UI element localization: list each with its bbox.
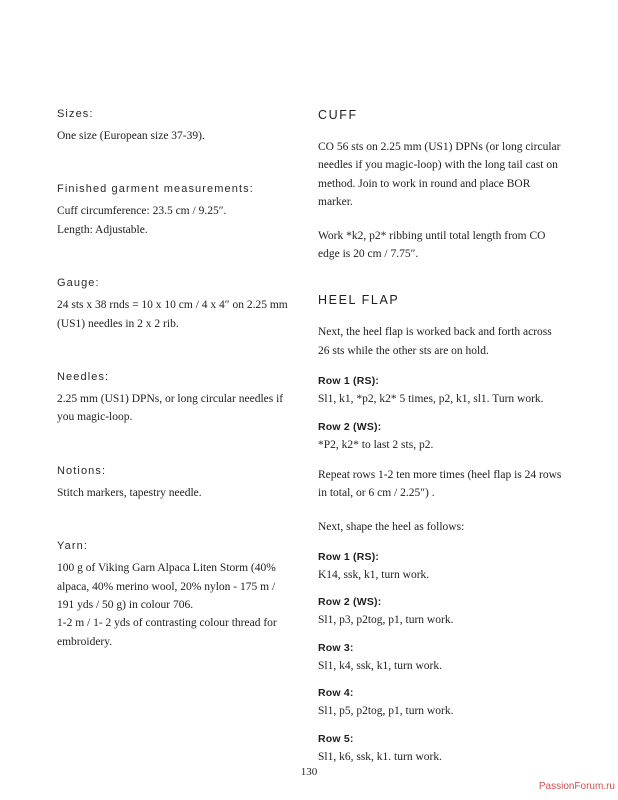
row-label: Row 1 (RS): <box>318 551 380 564</box>
section-paragraph: 2.25 mm (US1) DPNs, or long circular needles if you magic-loop. <box>57 392 284 424</box>
row-instruction: Sl1, k1, *p2, k2* 5 times, p2, k1, sl1. Turn work. <box>318 393 544 406</box>
section-heading: Sizes: <box>57 108 94 120</box>
row-label: Row 3: <box>318 641 354 654</box>
row-instruction: Sl1, p5, p2tog, p1, turn work. <box>318 705 454 718</box>
left-column <box>57 108 289 778</box>
section-heel-flap <box>318 293 566 766</box>
section-heading: Notions: <box>57 464 107 477</box>
section-heading: Gauge: <box>57 277 100 290</box>
instruction-paragraph: Work *k2, p2* ribbing until total length from CO edge is 20 cm / 7.75″. <box>318 229 546 260</box>
section-paragraph: 24 sts x 38 rnds = 10 x 10 cm / 4 x 4″ on 2.25 mm (US1) needles in 2 x 2 rib. <box>57 299 288 330</box>
row-label: Row 1 (RS): <box>318 375 380 388</box>
row-label: Row 4: <box>318 687 354 700</box>
section-paragraph: Length: Adjustable. <box>57 223 148 236</box>
section-sizes <box>57 108 289 145</box>
section-paragraph: One size (European size 37-39). <box>57 130 205 142</box>
section-paragraph: 100 g of Viking Garn Alpaca Liten Storm (40% alpaca, 40% merino wool, 20% nylon - 175 m / 191 yds / 50 g) in colour 706. <box>57 562 276 611</box>
row-label: Row 2 (WS): <box>318 596 382 609</box>
pattern-row <box>318 596 566 629</box>
section-notions <box>57 465 289 502</box>
section-paragraph: Cuff circumference: 23.5 cm / 9.25″. <box>57 205 227 218</box>
section-yarn <box>57 540 289 651</box>
section-heading: CUFF <box>318 108 358 122</box>
row-instruction: Sl1, k4, ssk, k1, turn work. <box>318 659 442 672</box>
pattern-row <box>318 733 566 766</box>
instruction-paragraph: CO 56 sts on 2.25 mm (US1) DPNs (or long circular needles if you magic-loop) with the long tail cast on method. Join to work in round and place BOR marker. <box>318 141 561 209</box>
section-cuff <box>318 108 566 263</box>
instruction-paragraph: Repeat rows 1-2 ten more times (heel flap is 24 rows in total, or 6 cm / 2.25″) . <box>318 468 562 500</box>
instruction-paragraph: Next, the heel flap is worked back and forth across 26 sts while the other sts are on hold. <box>318 326 552 357</box>
page-content <box>57 108 576 778</box>
page-number: 130 <box>300 766 318 778</box>
pattern-row <box>318 421 566 454</box>
row-instruction: Sl1, k6, ssk, k1. turn work. <box>318 750 442 763</box>
watermark: PassionForum.ru <box>538 781 615 792</box>
pattern-row <box>318 375 566 408</box>
section-finished-measurements <box>57 183 289 239</box>
right-column <box>318 108 566 778</box>
section-heading: Finished garment measurements: <box>57 183 254 196</box>
instruction-paragraph: Next, shape the heel as follows: <box>318 520 465 533</box>
row-label: Row 5: <box>318 732 354 745</box>
section-paragraph: 1-2 m / 1- 2 yds of contrasting colour thread for embroidery. <box>57 617 277 648</box>
row-instruction: Sl1, p3, p2tog, p1, turn work. <box>318 614 454 627</box>
row-label: Row 2 (WS): <box>318 420 382 433</box>
pattern-row <box>318 551 566 584</box>
row-instruction: *P2, k2* to last 2 sts, p2. <box>318 438 434 451</box>
section-needles <box>57 371 289 427</box>
section-heading: Needles: <box>57 370 110 383</box>
pattern-row <box>318 687 566 720</box>
section-paragraph: Stitch markers, tapestry needle. <box>57 486 202 499</box>
section-gauge <box>57 277 289 333</box>
row-instruction: K14, ssk, k1, turn work. <box>318 569 430 582</box>
section-heading: HEEL FLAP <box>318 293 400 308</box>
section-heading: Yarn: <box>57 540 88 553</box>
pattern-row <box>318 642 566 675</box>
